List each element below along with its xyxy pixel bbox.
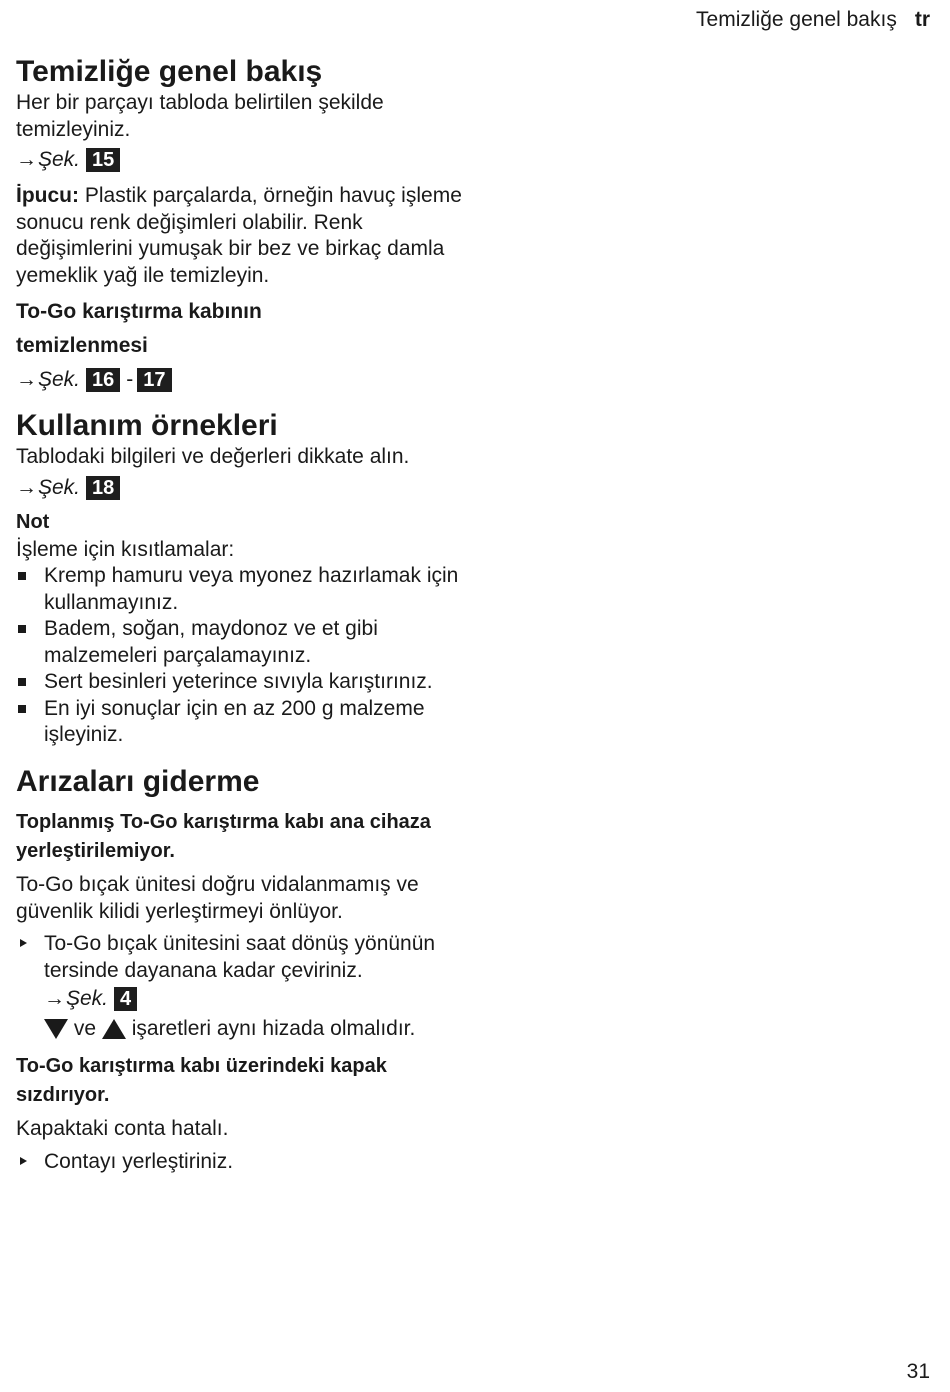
triangle-up-icon	[102, 1019, 126, 1039]
arrow-right-icon: →	[16, 368, 37, 391]
section-title-cleaning: Temizliğe genel bakış	[16, 55, 323, 88]
square-bullet-icon	[18, 678, 26, 686]
page-number: 31	[906, 1360, 930, 1383]
figure-number-badge: 16	[86, 368, 120, 392]
figure-ref-word: Şek.	[38, 148, 81, 171]
list-item: Badem, soğan, maydonoz ve et gibi malzemeleri parçalamayınız.	[16, 616, 476, 669]
figure-number-badge: 17	[137, 368, 171, 392]
marks-text: işaretleri aynı hizada olmalıdır.	[131, 1017, 416, 1040]
action-step	[16, 931, 444, 984]
figure-reference-range	[16, 365, 476, 395]
cleaning-intro: Her bir parçayı tabloda belirtilen şekilde temizleyiniz.	[16, 91, 384, 141]
figure-reference	[16, 145, 476, 175]
square-bullet-icon	[18, 705, 26, 713]
restrictions-list	[16, 563, 476, 749]
section-troubleshooting	[16, 764, 476, 1175]
section-title-usage: Kullanım örnekleri	[16, 409, 278, 442]
marks-connector: ve	[73, 1017, 97, 1040]
square-bullet-icon	[18, 625, 26, 633]
tip-label: İpucu:	[16, 184, 79, 207]
language-code: tr	[914, 8, 930, 31]
triangle-right-icon	[20, 1157, 27, 1165]
list-item: En iyi sonuçlar için en az 200 g malzeme işleyiniz.	[16, 696, 476, 749]
square-bullet-icon	[18, 572, 26, 580]
action-step-text: Contayı yerleştiriniz.	[44, 1149, 234, 1173]
figure-number-badge: 4	[114, 987, 137, 1011]
arrow-right-icon: →	[16, 475, 37, 499]
note-lead: İşleme için kısıtlamalar:	[16, 537, 235, 561]
figure-ref-word: Şek.	[66, 987, 109, 1010]
tip-text: Plastik parçalarda, örneğin havuç işleme sonucu renk değişimleri olabilir. Renk değişimlerini yumuşak bir bez ve birkaç damla yemeklik yağ ile temizleyin.	[16, 184, 462, 287]
action-step-text: To-Go bıçak ünitesini saat dönüş yönünün tersinde dayanana kadar çeviriniz.	[44, 932, 436, 982]
figure-reference	[16, 984, 476, 1014]
running-header	[696, 8, 930, 32]
note-title: Not	[16, 510, 50, 533]
issue-title-lid-leaks: To-Go karıştırma kabı üzerindeki kapak sızdırıyor.	[16, 1055, 387, 1106]
issue-cause: To-Go bıçak ünitesi doğru vidalanmamış ve güvenlik kilidi yerleştirmeyi önlüyor.	[16, 873, 419, 923]
figure-ref-word: Şek.	[38, 368, 81, 391]
tip-paragraph	[16, 183, 476, 289]
issue-title-cannot-insert: Toplanmış To-Go karıştırma kabı ana cihaza yerleştirilemiyor.	[16, 811, 431, 862]
triangle-right-icon	[20, 939, 27, 947]
section-usage-examples	[16, 408, 476, 749]
usage-intro: Tablodaki bilgileri ve değerleri dikkate alın.	[16, 445, 410, 468]
arrow-right-icon: →	[16, 148, 37, 171]
figure-reference	[16, 473, 476, 503]
arrow-right-icon: →	[44, 987, 65, 1010]
subsection-title-togo-cleaning: To-Go karıştırma kabının temizlenmesi	[16, 300, 262, 357]
header-section-title: Temizliğe genel bakış	[696, 8, 897, 31]
figure-number-badge: 15	[86, 148, 120, 172]
triangle-down-icon	[44, 1019, 68, 1039]
figure-ref-word: Şek.	[38, 475, 81, 499]
list-item: Kremp hamuru veya myonez hazırlamak için kullanmayınız.	[16, 563, 476, 616]
figure-range-separator: -	[126, 368, 134, 391]
figure-number-badge: 18	[86, 476, 120, 500]
section-cleaning-overview	[16, 54, 476, 395]
section-title-troubleshooting: Arızaları giderme	[16, 765, 260, 798]
issue-cause: Kapaktaki conta hatalı.	[16, 1117, 229, 1140]
list-item: Sert besinleri yeterince sıvıyla karıştırınız.	[16, 669, 476, 696]
alignment-marks-line	[16, 1014, 476, 1044]
action-step	[16, 1149, 476, 1176]
